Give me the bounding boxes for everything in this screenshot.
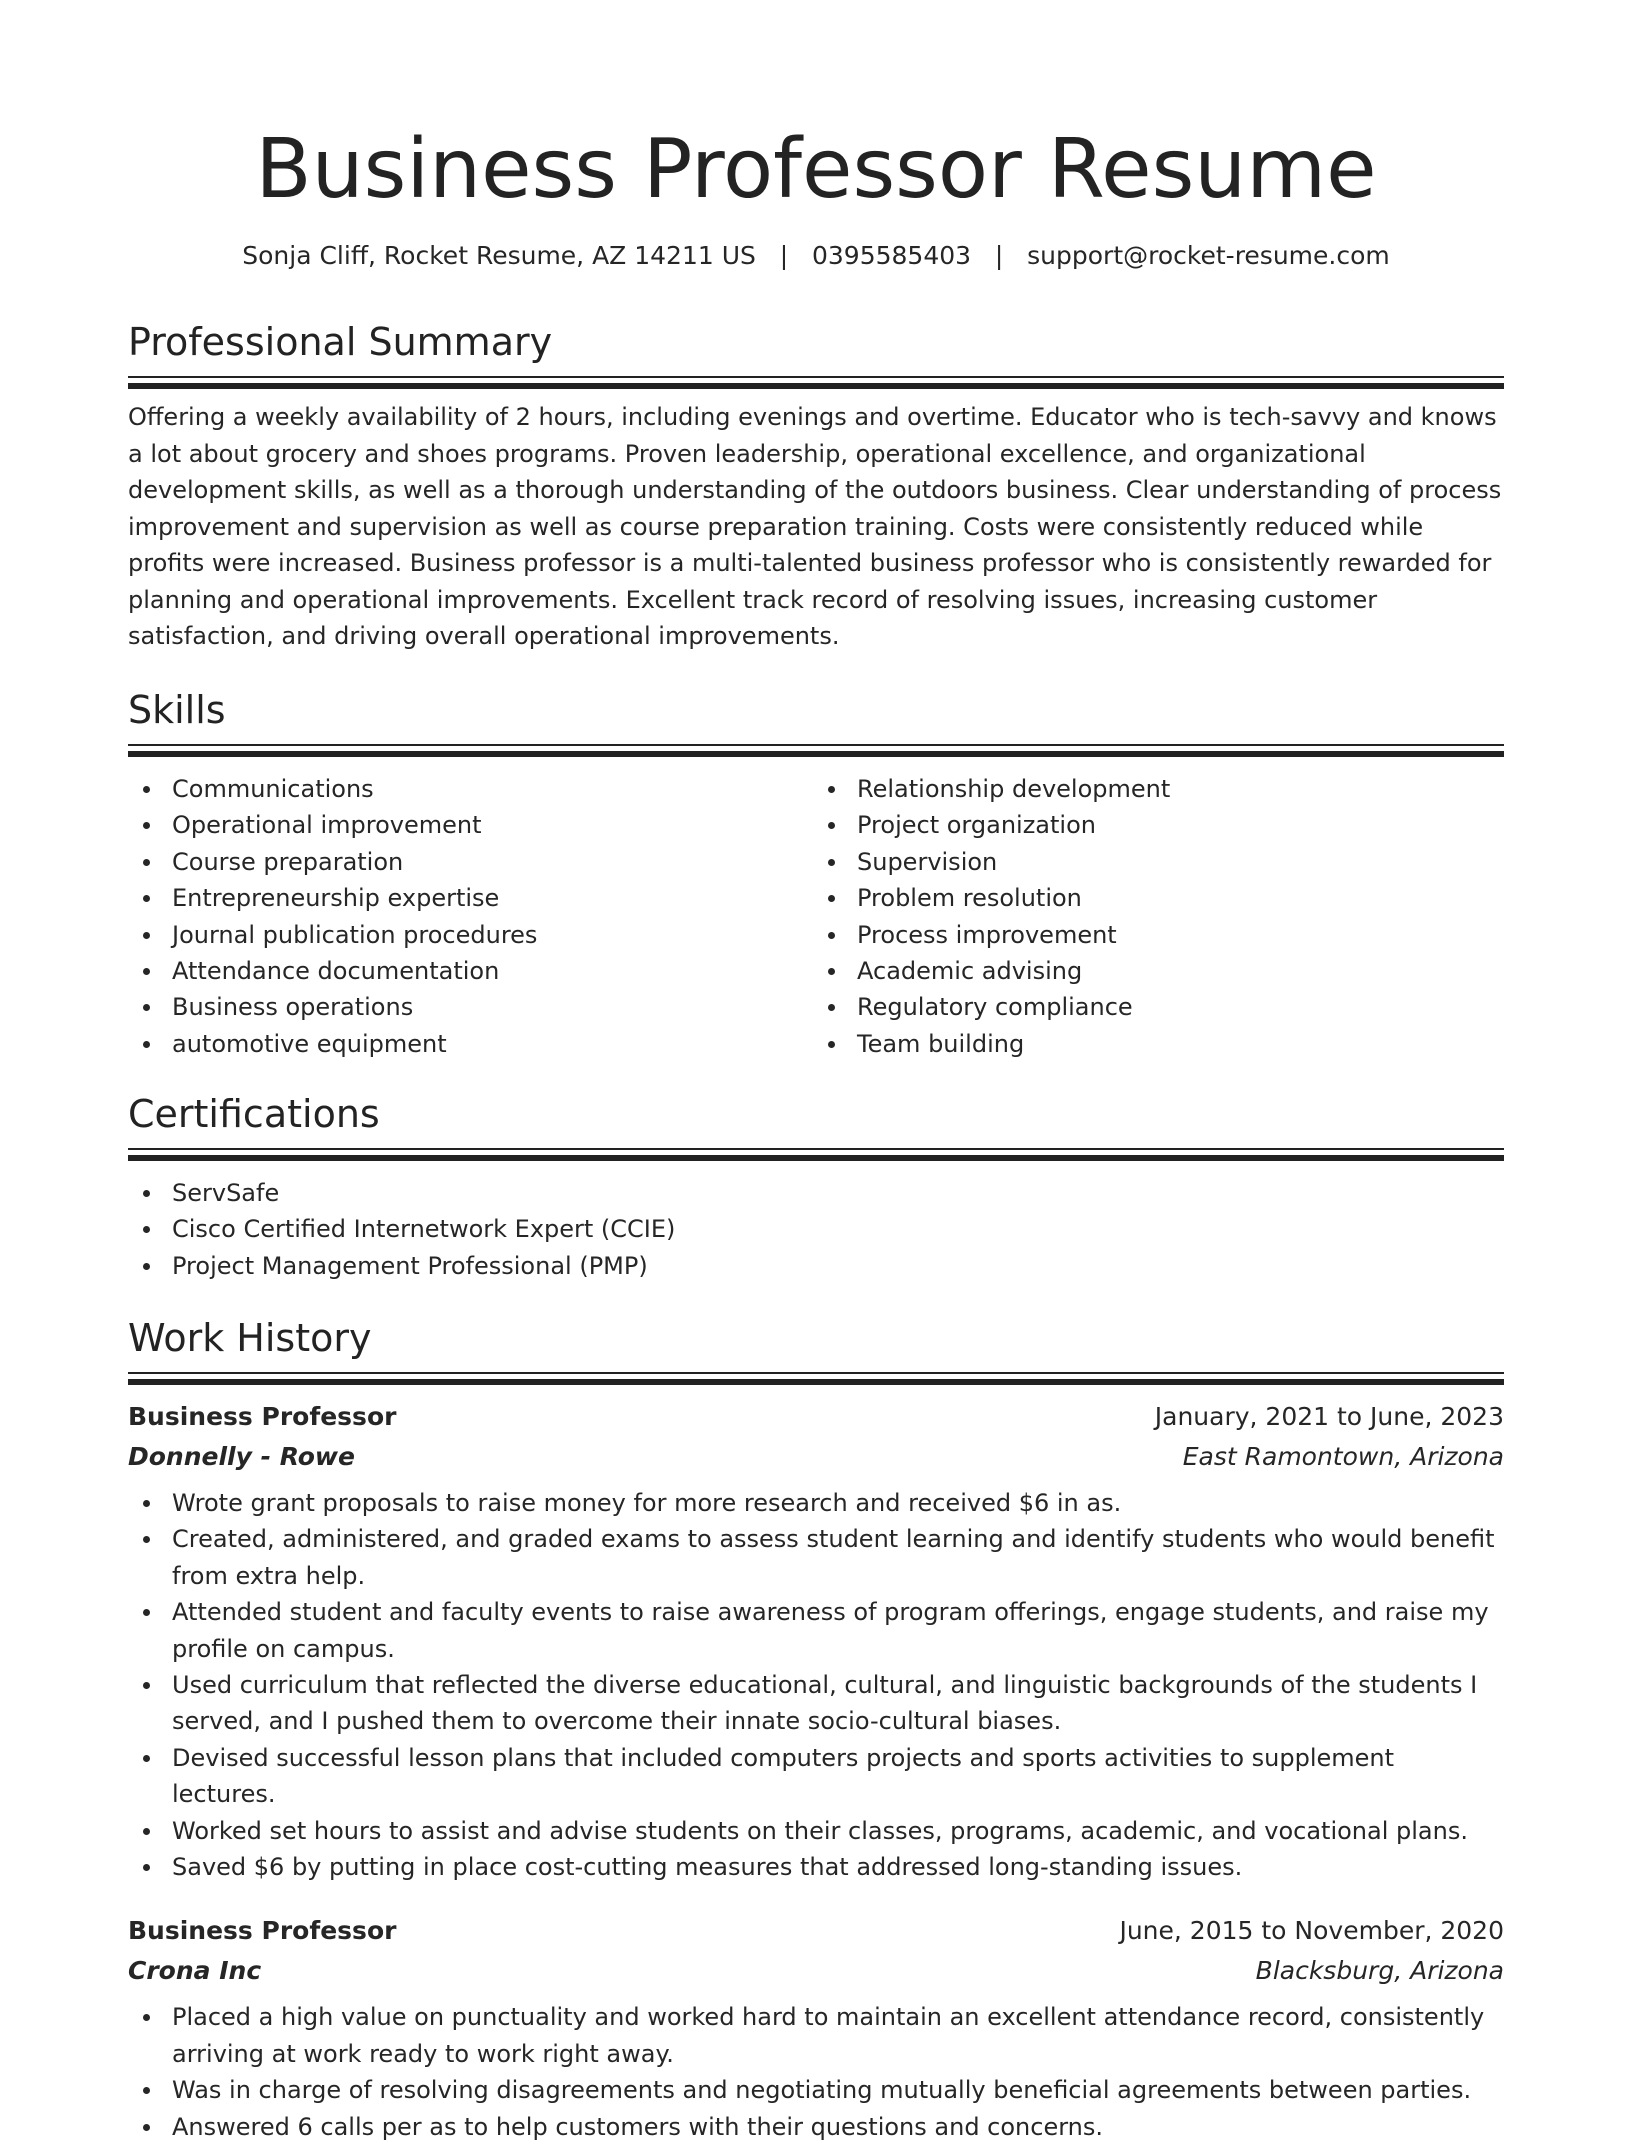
job-company: Donnelly - Rowe [128, 1442, 355, 1471]
job-bullets [128, 1999, 1504, 2145]
certification-item: Project Management Professional (PMP) [128, 1248, 1504, 1284]
skill-item: Business operations [128, 989, 816, 1025]
section-divider [128, 751, 1504, 757]
job-title: Business Professor [128, 1402, 397, 1431]
certification-item: Cisco Certified Internetwork Expert (CCIE) [128, 1211, 1504, 1247]
skill-item: Entrepreneurship expertise [128, 880, 816, 916]
job-bullet: Was in charge of resolving disagreements and negotiating mutually beneficial agreements between parties. [128, 2072, 1504, 2108]
job-entry [128, 1911, 1504, 2145]
skill-item: Problem resolution [813, 880, 1501, 916]
job-bullet: Answered 6 calls per as to help customers with their questions and concerns. [128, 2109, 1504, 2145]
certifications-section [128, 1090, 1504, 1284]
skills-list-right [813, 771, 1501, 1062]
job-dates: January, 2021 to June, 2023 [1154, 1402, 1504, 1431]
job-bullet: Placed a high value on punctuality and worked hard to maintain an excellent attendance record, consistently arriving at work ready to work right away. [128, 1999, 1504, 2072]
job-header [128, 1911, 1504, 1951]
skill-item: Supervision [813, 844, 1501, 880]
skills-heading: Skills [128, 688, 226, 732]
job-dates: June, 2015 to November, 2020 [1119, 1916, 1504, 1946]
job-header [128, 1397, 1504, 1437]
skill-item: Regulatory compliance [813, 989, 1501, 1025]
skill-item: Attendance documentation [128, 953, 816, 989]
job-bullet: Worked set hours to assist and advise students on their classes, programs, academic, and vocational plans. [128, 1813, 1504, 1849]
certifications-list [128, 1175, 1504, 1284]
skill-item: Communications [128, 771, 816, 807]
job-subheader [128, 1951, 1504, 1991]
skill-item: Project organization [813, 807, 1501, 843]
work-history-section [128, 1314, 1504, 2145]
job-entry [128, 1397, 1504, 1885]
certifications-heading: Certifications [128, 1092, 380, 1136]
skill-item: Relationship development [813, 771, 1501, 807]
job-location: Blacksburg, Arizona [1255, 1956, 1504, 1986]
skill-item: Team building [813, 1026, 1501, 1062]
summary-heading: Professional Summary [128, 320, 553, 364]
work-history-heading: Work History [128, 1316, 372, 1360]
contact-line: Sonja Cliff, Rocket Resume, AZ 14211 US | 0395585403 | support@rocket-resume.com [242, 241, 1390, 270]
job-location: East Ramontown, Arizona [1182, 1442, 1504, 1471]
job-title: Business Professor [128, 1916, 397, 1946]
section-divider [128, 1155, 1504, 1161]
job-bullets [128, 1485, 1504, 1885]
job-bullet: Devised successful lesson plans that included computers projects and sports activities to supplement lectures. [128, 1740, 1504, 1813]
skill-item: Process improvement [813, 917, 1501, 953]
skill-item: Operational improvement [128, 807, 816, 843]
skills-columns [128, 771, 1504, 1062]
job-subheader [128, 1437, 1504, 1477]
summary-section [128, 318, 1504, 655]
skill-item: Course preparation [128, 844, 816, 880]
section-divider [128, 1379, 1504, 1385]
job-company: Crona Inc [128, 1956, 262, 1986]
job-bullet: Wrote grant proposals to raise money for more research and received $6 in as. [128, 1485, 1504, 1521]
skills-list-left [128, 771, 816, 1062]
section-divider [128, 383, 1504, 389]
job-bullet: Created, administered, and graded exams to assess student learning and identify students who would benefit from extra help. [128, 1521, 1504, 1594]
skill-item: Journal publication procedures [128, 917, 816, 953]
job-bullet: Used curriculum that reflected the diverse educational, cultural, and linguistic backgrounds of the students I served, and I pushed them to overcome their innate socio-cultural biases. [128, 1667, 1504, 1740]
skill-item: automotive equipment [128, 1026, 816, 1062]
resume-title: Business Professor Resume [255, 122, 1377, 217]
job-bullet: Saved $6 by putting in place cost-cutting measures that addressed long-standing issues. [128, 1849, 1504, 1885]
certification-item: ServSafe [128, 1175, 1504, 1211]
skills-section [128, 686, 1504, 1062]
summary-text: Offering a weekly availability of 2 hours, including evenings and overtime. Educator who is tech-savvy and knows a lot about grocery and shoes programs. Proven leadership, operational excellence, and organizational development skills, as well as a thorough understanding of the outdoors business. Clear understanding of process improvement and supervision as well as course preparation training. Costs were consistently reduced while profits were increased. Business professor is a multi-talented business professor who is consistently rewarded for planning and operational improvements. Excellent track record of resolving issues, increasing customer satisfaction, and driving overall operational improvements. [128, 403, 1502, 650]
skill-item: Academic advising [813, 953, 1501, 989]
job-bullet: Attended student and faculty events to raise awareness of program offerings, engage students, and raise my profile on campus. [128, 1594, 1504, 1667]
